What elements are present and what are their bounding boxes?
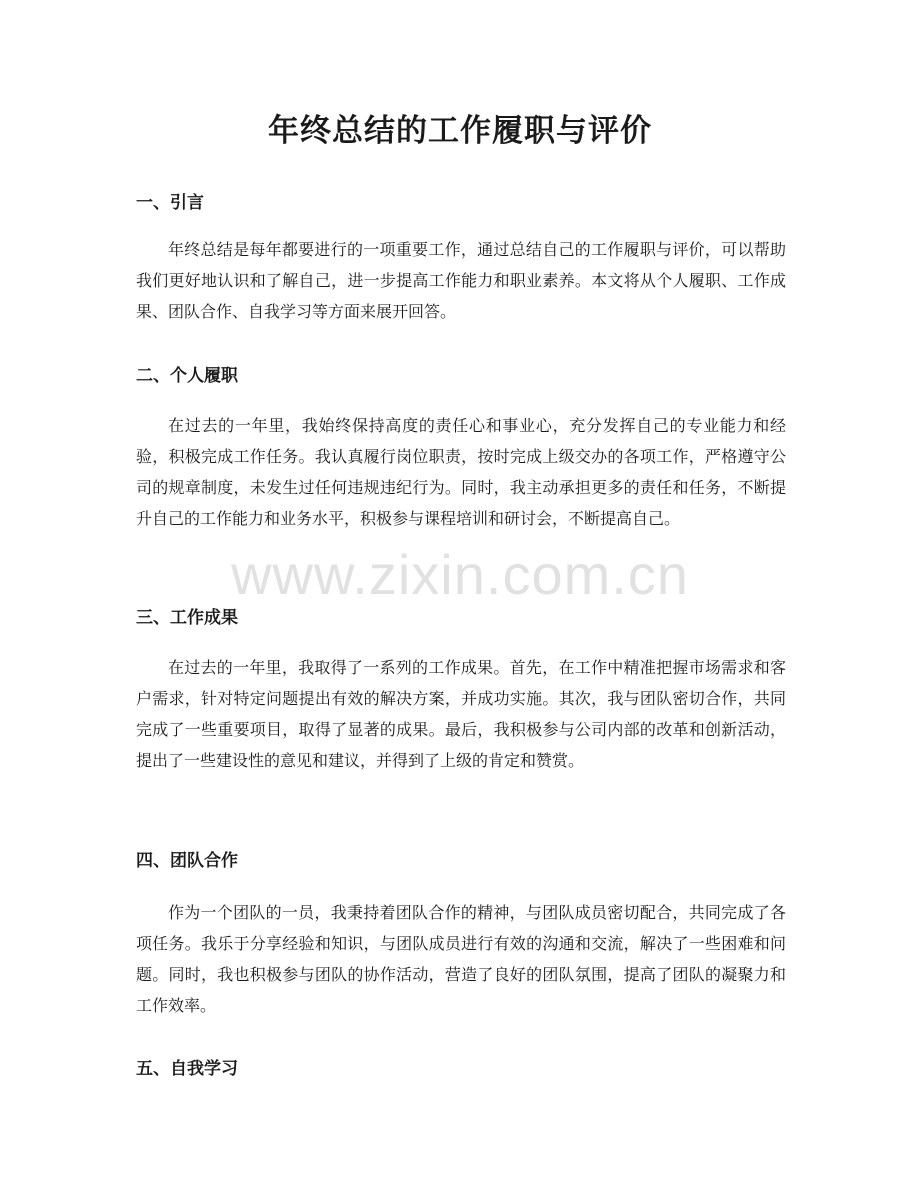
- section-paragraph-personal-duties: 在过去的一年里，我始终保持高度的责任心和事业心，充分发挥自己的专业能力和经验，积极完成工作任务。我认真履行岗位职责，按时完成上级交办的各项工作，严格遵守公司的规章制度，未发生过任何违规违纪行为。同时，我主动承担更多的责任和任务，不断提升自己的工作能力和业务水平，积极参与课程培训和研讨会，不断提高自己。: [136, 416, 786, 528]
- section-paragraph-work-results: 在过去的一年里，我取得了一系列的工作成果。首先，在工作中精准把握市场需求和客户需求，针对特定问题提出有效的解决方案，并成功实施。其次，我与团队密切合作，共同完成了一些重要项目，取得了显著的成果。最后，我积极参与公司内部的改革和创新活动，提出了一些建设性的意见和建议，并得到了上级的肯定和赞赏。: [136, 658, 786, 770]
- section-heading-personal-duties: 二、个人履职: [136, 366, 238, 386]
- section-heading-self-learning: 五、自我学习: [136, 1059, 238, 1079]
- document-title: 年终总结的工作履职与评价: [268, 113, 652, 149]
- section-paragraph-teamwork: 作为一个团队的一员，我秉持着团队合作的精神，与团队成员密切配合，共同完成了各项任务。我乐于分享经验和知识，与团队成员进行有效的沟通和交流，解决了一些困难和问题。同时，我也积极参与团队的协作活动，营造了良好的团队氛围，提高了团队的凝聚力和工作效率。: [136, 903, 786, 1015]
- section-heading-work-results: 三、工作成果: [136, 608, 238, 628]
- watermark-text: www.zixin.com.cn: [231, 543, 689, 606]
- section-heading-teamwork: 四、团队合作: [136, 851, 238, 871]
- section-heading-introduction: 一、引言: [136, 193, 204, 213]
- section-paragraph-introduction: 年终总结是每年都要进行的一项重要工作，通过总结自己的工作履职与评价，可以帮助我们更好地认识和了解自己，进一步提高工作能力和职业素养。本文将从个人履职、工作成果、团队合作、自我学习等方面来展开回答。: [136, 240, 786, 321]
